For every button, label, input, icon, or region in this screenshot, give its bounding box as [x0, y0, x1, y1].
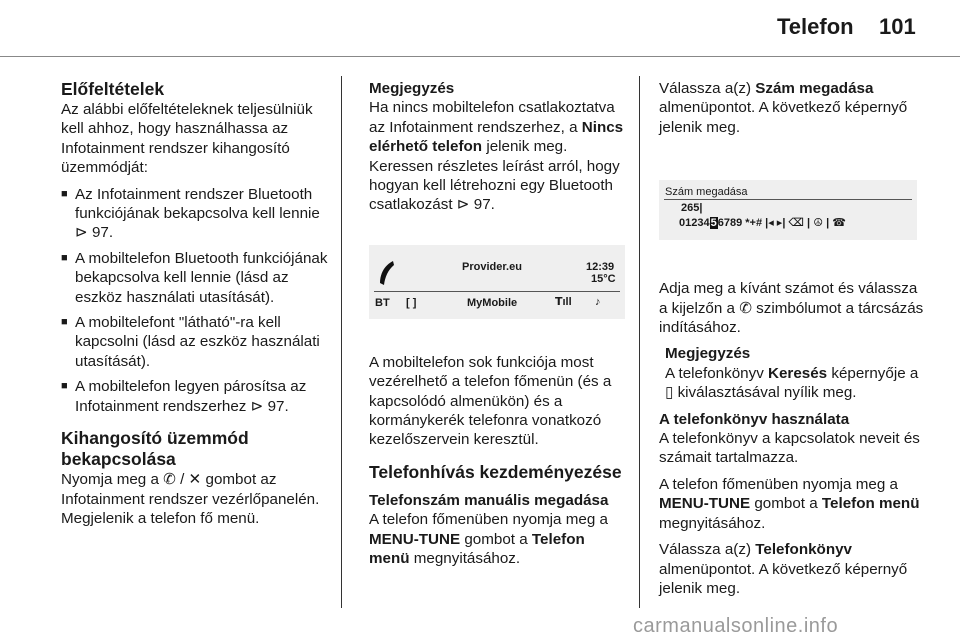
dial-text: Adja meg a kívánt számot és válassza a kijelzőn a ✆ szimbólumot a tárcsázás indításához. — [659, 280, 924, 337]
provider-name: Provider.eu — [462, 260, 522, 273]
page-ref-link[interactable]: 97. — [91, 224, 114, 242]
screen-rule — [664, 199, 912, 200]
manual-entry-text: A telefon főmenüben nyomja meg a MENU-TUNE gombot a Telefon menü megnyitásához. — [369, 511, 608, 568]
signal-icon: 𝗧ıll — [555, 295, 572, 308]
bullet-phone-paired: ■ A mobiltelefon legyen párosítsa az Infotainment rendszerhez ⊳ 97. — [61, 377, 331, 416]
entered-number: 265| — [681, 202, 703, 215]
phone-icon: ✆ — [163, 471, 176, 489]
heading-prerequisites: Előfeltételek — [61, 79, 165, 99]
handset-icon — [377, 259, 397, 287]
phone-off-icon: ✕ — [188, 471, 202, 489]
page-number: 101 — [879, 14, 916, 39]
phonebook-select-text: Válassza a(z) Telefonkönyv almenüpontot. A következő képernyő jelenik meg. — [659, 541, 908, 597]
bullet-bluetooth-on: ■ Az Infotainment rendszer Bluetooth funkciójának bekapcsolva kell lennie ⊳ 97. — [61, 185, 331, 243]
note-title: Megjegyzés — [369, 80, 455, 97]
page-ref-icon: ⊳ — [456, 196, 470, 214]
prereq-intro: Az alábbi előfeltételeknek teljesülniük kell ahhoz, hogy használhassa az Infotainment rendszer kihangosító üzemmódját: — [61, 101, 313, 177]
page-header-title: Telefon — [777, 14, 854, 39]
screen-rule — [374, 291, 620, 292]
header-rule — [0, 56, 960, 57]
note-title: Megjegyzés — [665, 345, 751, 363]
note-text: A telefonkönyv Keresés képernyője a ▯ kiválasztásával nyílik meg. — [665, 364, 919, 402]
bullet-phone-visible: ■ A mobiltelefont "látható"-ra kell kapcsolni (lásd az eszköz használati utasítását). — [61, 313, 331, 371]
heading-manual-entry: Telefonszám manuális megadása — [369, 491, 609, 509]
phone-menu-text: A mobiltelefon sok funkciója most vezérelhető a telefon főmenün (és a kapcsolódó almenükön) és a kormánykerék telefonra vonatkozó kezelőszervein keresztül. — [369, 353, 612, 449]
phonebook-open-text: A telefon főmenüben nyomja meg a MENU-TUNE gombot a Telefon menü megnyitásához. — [659, 475, 920, 532]
selected-digit: 5 — [710, 217, 717, 230]
number-entry-text: Válassza a(z) Szám megadása almenüpontot. A következő képernyő jelenik meg. — [659, 80, 908, 136]
column-left — [61, 79, 331, 535]
page-ref-link[interactable]: 97. — [267, 397, 289, 415]
bullet-phone-bluetooth: ■ A mobiltelefon Bluetooth funkciójának bekapcsolva kell lennie (lásd az eszköz használati utasítását). — [61, 249, 331, 307]
page-ref-link[interactable]: 97. — [473, 196, 495, 214]
phone-icon: ✆ — [739, 299, 752, 317]
phonebook-desc: A telefonkönyv a kapcsolatok neveit és számait tartalmazza. — [659, 430, 920, 467]
number-entry-screen — [659, 180, 917, 240]
network-name: MyMobile — [467, 296, 518, 309]
page-ref-icon: ⊳ — [75, 224, 88, 242]
handsfree-text: Nyomja meg a ✆ / ✕ gombot az Infotainment rendszer vezérlőpanelén. Megjelenik a telefon fő menü. — [61, 471, 320, 527]
phonebook-icon: ▯ — [665, 384, 674, 402]
heading-initiate-call: Telefonhívás kezdeményezése — [369, 461, 622, 482]
clock: 12:39 — [586, 260, 615, 273]
music-icon: ♪ — [595, 295, 601, 308]
screen-title: Szám megadása — [665, 186, 748, 199]
column-divider — [341, 76, 342, 608]
heading-handsfree: Kihangosító üzemmód bekapcsolása — [61, 428, 249, 470]
column-middle — [369, 79, 625, 576]
page-ref-icon: ⊳ — [250, 397, 264, 415]
status-brackets: [ ] — [406, 296, 417, 309]
column-right — [659, 79, 924, 605]
phone-main-screen — [369, 245, 625, 319]
temperature: 15°C — [591, 272, 616, 285]
digit-keys[interactable]: 0123456789 *+# |◂ ▸| ⌫ | ☮ | ☎ — [679, 217, 846, 230]
note-text: Ha nincs mobiltelefon csatlakoztatva az Infotainment rendszerhez, a Nincs elérhető telefon jelenik meg. Keressen részletes leírást arról, hogy hogyan kell létrehozni egy Bluetooth csatlakozást ⊳ 97. — [369, 99, 624, 214]
bluetooth-label: BT — [375, 296, 390, 309]
watermark: carmanualsonline.info — [633, 615, 839, 637]
heading-phonebook: A telefonkönyv használata — [659, 410, 850, 428]
column-divider — [639, 76, 640, 608]
